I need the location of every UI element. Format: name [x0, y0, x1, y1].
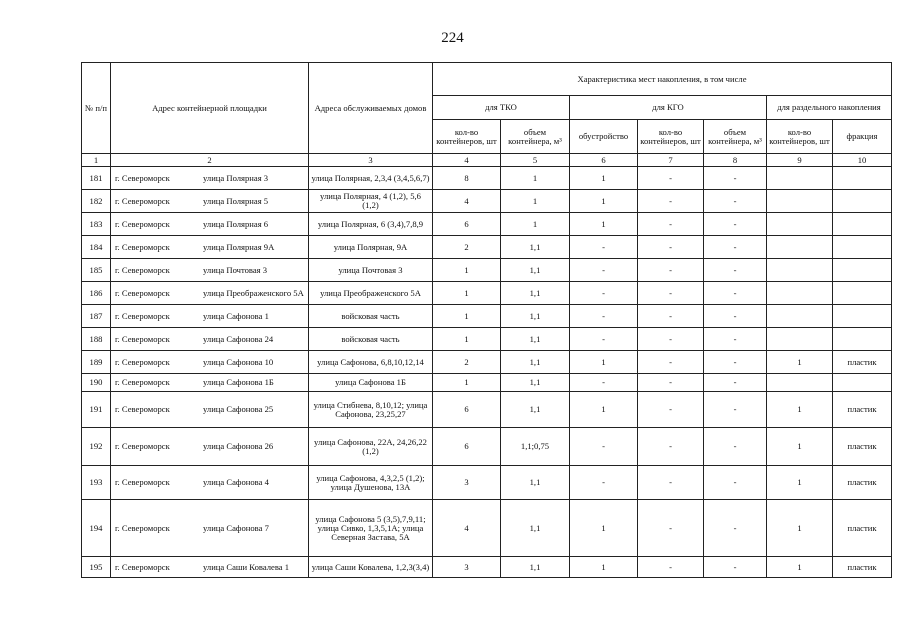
kgo-volume-cell: - [704, 500, 767, 557]
tko-count-cell: 1 [433, 282, 501, 305]
kgo-arrangement-cell: - [570, 428, 638, 466]
kgo-volume-cell: - [704, 236, 767, 259]
row-number-cell: 187 [82, 305, 111, 328]
row-number-cell: 186 [82, 282, 111, 305]
site-address-cell [111, 328, 309, 351]
row-number-cell: 195 [82, 557, 111, 578]
site-address-cell [111, 351, 309, 374]
kgo-arrangement-cell: 1 [570, 500, 638, 557]
sep-fraction-cell [833, 374, 892, 392]
served-addresses-cell: улица Полярная, 9А [309, 236, 433, 259]
kgo-volume-cell: - [704, 466, 767, 500]
street-name: улица Сафонова 7 [203, 522, 269, 533]
kgo-arrangement-cell: 1 [570, 190, 638, 213]
column-number: 5 [501, 154, 570, 167]
served-addresses-cell: улица Сафонова 5 (3,5),7,9,11; улица Сивко, 1,3,5,1А; улица Северная Застава, 5А [309, 500, 433, 557]
kgo-count-cell: - [638, 282, 704, 305]
city-name: г. Североморск [115, 310, 170, 321]
tko-count-cell: 2 [433, 351, 501, 374]
street-name: улица Почтовая 3 [203, 264, 268, 275]
kgo-arrangement-cell: 1 [570, 557, 638, 578]
kgo-volume-cell: - [704, 259, 767, 282]
table-row [82, 500, 892, 557]
table-row [82, 557, 892, 578]
kgo-volume-cell: - [704, 282, 767, 305]
kgo-count-cell: - [638, 374, 704, 392]
kgo-volume-cell: - [704, 328, 767, 351]
site-address-cell [111, 259, 309, 282]
row-number-cell: 184 [82, 236, 111, 259]
sep-fraction-cell [833, 236, 892, 259]
header-tko-volume: объем контейнера, м³ [501, 120, 570, 154]
column-number-row [82, 154, 892, 167]
street-name: улица Полярная 5 [203, 195, 269, 206]
header-kgo-volume: объем контейнера, м³ [704, 120, 767, 154]
row-number-cell: 182 [82, 190, 111, 213]
table-row [82, 351, 892, 374]
tko-count-cell: 1 [433, 305, 501, 328]
tko-volume-cell: 1,1;0,75 [501, 428, 570, 466]
kgo-arrangement-cell: 1 [570, 392, 638, 428]
kgo-volume-cell: - [704, 305, 767, 328]
site-address-cell [111, 466, 309, 500]
kgo-arrangement-cell: - [570, 466, 638, 500]
sep-count-cell [767, 328, 833, 351]
served-addresses-cell: улица Почтовая 3 [309, 259, 433, 282]
kgo-volume-cell: - [704, 167, 767, 190]
tko-volume-cell: 1,1 [501, 351, 570, 374]
row-number-cell: 190 [82, 374, 111, 392]
street-name: улица Преображенского 5А [203, 287, 304, 298]
city-name: г. Североморск [115, 561, 170, 572]
street-name: улица Сафонова 4 [203, 477, 269, 487]
kgo-arrangement-cell: - [570, 328, 638, 351]
tko-volume-cell: 1,1 [501, 466, 570, 500]
header-tko-count: кол-во контейнеров, шт [433, 120, 501, 154]
kgo-count-cell: - [638, 500, 704, 557]
kgo-count-cell: - [638, 236, 704, 259]
table-row [82, 328, 892, 351]
kgo-count-cell: - [638, 392, 704, 428]
served-addresses-cell: улица Полярная, 6 (3,4),7,8,9 [309, 213, 433, 236]
site-address-cell [111, 392, 309, 428]
column-number: 3 [309, 154, 433, 167]
kgo-volume-cell: - [704, 213, 767, 236]
table-row [82, 167, 892, 190]
kgo-count-cell: - [638, 328, 704, 351]
site-address-cell [111, 213, 309, 236]
header-site-address: Адрес контейнерной площадки [111, 63, 309, 154]
page-number: 224 [441, 30, 464, 46]
tko-count-cell: 6 [433, 213, 501, 236]
header-kgo-arrangement: обустройство [570, 120, 638, 154]
served-addresses-cell: улица Преображенского 5А [309, 282, 433, 305]
sep-fraction-cell [833, 190, 892, 213]
served-addresses-cell: улица Сафонова, 4,3,2,5 (1,2); улица Душенова, 13А [309, 466, 433, 500]
tko-count-cell: 6 [433, 392, 501, 428]
kgo-volume-cell: - [704, 428, 767, 466]
city-name: г. Североморск [115, 172, 170, 183]
tko-count-cell: 2 [433, 236, 501, 259]
table-row [82, 466, 892, 500]
tko-count-cell: 3 [433, 557, 501, 578]
row-number-cell: 185 [82, 259, 111, 282]
row-number-cell: 193 [82, 466, 111, 500]
row-number-cell: 188 [82, 328, 111, 351]
container-sites-table [81, 62, 892, 578]
header-characteristics: Характеристика мест накопления, в том числе [433, 63, 892, 96]
city-name: г. Североморск [115, 241, 170, 252]
header-tko: для ТКО [433, 96, 570, 120]
street-name: улица Сафонова 24 [203, 333, 274, 344]
kgo-count-cell: - [638, 305, 704, 328]
tko-count-cell: 1 [433, 328, 501, 351]
sep-count-cell: 1 [767, 466, 833, 500]
header-num: № п/п [82, 63, 111, 154]
site-address-cell [111, 500, 309, 557]
sep-count-cell [767, 236, 833, 259]
kgo-count-cell: - [638, 428, 704, 466]
sep-fraction-cell: пластик [833, 500, 892, 557]
tko-volume-cell: 1,1 [501, 374, 570, 392]
tko-count-cell: 4 [433, 190, 501, 213]
row-number-cell: 194 [82, 500, 111, 557]
tko-volume-cell: 1,1 [501, 305, 570, 328]
kgo-volume-cell: - [704, 351, 767, 374]
street-name: улица Полярная 6 [203, 218, 269, 229]
kgo-volume-cell: - [704, 557, 767, 578]
tko-count-cell: 4 [433, 500, 501, 557]
city-name: г. Североморск [115, 377, 170, 387]
sep-count-cell [767, 259, 833, 282]
city-name: г. Североморск [115, 477, 170, 487]
kgo-arrangement-cell: 1 [570, 167, 638, 190]
city-name: г. Североморск [115, 287, 170, 298]
tko-volume-cell: 1 [501, 213, 570, 236]
header-kgo-count: кол-во контейнеров, шт [638, 120, 704, 154]
served-addresses-cell: улица Стибнева, 8,10,12; улица Сафонова, 23,25,27 [309, 392, 433, 428]
header-separate: для раздельного накопления [767, 96, 892, 120]
tko-count-cell: 3 [433, 466, 501, 500]
sep-count-cell [767, 167, 833, 190]
sep-fraction-cell [833, 305, 892, 328]
sep-count-cell [767, 190, 833, 213]
served-addresses-cell: войсковая часть [309, 328, 433, 351]
sep-fraction-cell [833, 213, 892, 236]
kgo-count-cell: - [638, 213, 704, 236]
street-name: улица Саши Ковалева 1 [203, 561, 290, 572]
sep-fraction-cell [833, 282, 892, 305]
tko-volume-cell: 1,1 [501, 500, 570, 557]
tko-volume-cell: 1,1 [501, 557, 570, 578]
tko-volume-cell: 1 [501, 167, 570, 190]
sep-fraction-cell [833, 259, 892, 282]
city-name: г. Североморск [115, 218, 170, 229]
site-address-cell [111, 428, 309, 466]
street-name: улица Сафонова 10 [203, 356, 274, 367]
kgo-arrangement-cell: 1 [570, 351, 638, 374]
header-sep-fraction: фракция [833, 120, 892, 154]
column-number: 9 [767, 154, 833, 167]
row-number-cell: 181 [82, 167, 111, 190]
column-number: 8 [704, 154, 767, 167]
header-sep-count: кол-во контейнеров, шт [767, 120, 833, 154]
sep-count-cell: 1 [767, 351, 833, 374]
header-kgo: для КГО [570, 96, 767, 120]
site-address-cell [111, 236, 309, 259]
kgo-arrangement-cell: - [570, 282, 638, 305]
kgo-count-cell: - [638, 167, 704, 190]
street-name: улица Сафонова 26 [203, 441, 274, 451]
served-addresses-cell: войсковая часть [309, 305, 433, 328]
tko-volume-cell: 1,1 [501, 392, 570, 428]
site-address-cell [111, 282, 309, 305]
kgo-count-cell: - [638, 351, 704, 374]
city-name: г. Североморск [115, 264, 170, 275]
kgo-count-cell: - [638, 466, 704, 500]
table-row [82, 282, 892, 305]
row-number-cell: 189 [82, 351, 111, 374]
kgo-count-cell: - [638, 259, 704, 282]
kgo-volume-cell: - [704, 392, 767, 428]
tko-count-cell: 6 [433, 428, 501, 466]
table-row [82, 305, 892, 328]
city-name: г. Североморск [115, 441, 170, 451]
sep-count-cell: 1 [767, 557, 833, 578]
street-name: улица Полярная 3 [203, 172, 269, 183]
served-addresses-cell: улица Полярная, 2,3,4 (3,4,5,6,7) [309, 167, 433, 190]
row-number-cell: 192 [82, 428, 111, 466]
street-name: улица Сафонова 1Б [203, 377, 274, 387]
tko-volume-cell: 1,1 [501, 282, 570, 305]
site-address-cell [111, 374, 309, 392]
served-addresses-cell: улица Сафонова 1Б [309, 374, 433, 392]
tko-volume-cell: 1 [501, 190, 570, 213]
sep-fraction-cell: пластик [833, 466, 892, 500]
city-name: г. Североморск [115, 356, 170, 367]
site-address-cell [111, 305, 309, 328]
sep-count-cell: 1 [767, 500, 833, 557]
column-number: 4 [433, 154, 501, 167]
kgo-arrangement-cell: 1 [570, 213, 638, 236]
kgo-arrangement-cell: - [570, 236, 638, 259]
sep-fraction-cell: пластик [833, 428, 892, 466]
city-name: г. Североморск [115, 522, 170, 533]
sep-count-cell [767, 305, 833, 328]
table-row [82, 392, 892, 428]
row-number-cell: 191 [82, 392, 111, 428]
tko-volume-cell: 1,1 [501, 259, 570, 282]
served-addresses-cell: улица Саши Ковалева, 1,2,3(3,4) [309, 557, 433, 578]
column-number: 1 [82, 154, 111, 167]
sep-count-cell [767, 282, 833, 305]
served-addresses-cell: улица Сафонова, 22А, 24,26,22 (1,2) [309, 428, 433, 466]
table-row [82, 236, 892, 259]
tko-volume-cell: 1,1 [501, 236, 570, 259]
tko-count-cell: 1 [433, 374, 501, 392]
sep-fraction-cell: пластик [833, 557, 892, 578]
sep-fraction-cell: пластик [833, 351, 892, 374]
city-name: г. Североморск [115, 333, 170, 344]
column-number: 6 [570, 154, 638, 167]
kgo-volume-cell: - [704, 190, 767, 213]
tko-count-cell: 1 [433, 259, 501, 282]
table-row [82, 374, 892, 392]
table-row [82, 428, 892, 466]
sep-count-cell [767, 374, 833, 392]
served-addresses-cell: улица Сафонова, 6,8,10,12,14 [309, 351, 433, 374]
row-number-cell: 183 [82, 213, 111, 236]
sep-count-cell [767, 213, 833, 236]
sep-fraction-cell [833, 167, 892, 190]
city-name: г. Североморск [115, 404, 170, 414]
street-name: улица Сафонова 1 [203, 310, 269, 321]
sep-fraction-cell [833, 328, 892, 351]
kgo-arrangement-cell: - [570, 305, 638, 328]
city-name: г. Североморск [115, 195, 170, 206]
kgo-count-cell: - [638, 190, 704, 213]
served-addresses-cell: улица Полярная, 4 (1,2), 5,6 (1,2) [309, 190, 433, 213]
table-row [82, 213, 892, 236]
kgo-count-cell: - [638, 557, 704, 578]
kgo-arrangement-cell: - [570, 374, 638, 392]
column-number: 7 [638, 154, 704, 167]
site-address-cell [111, 557, 309, 578]
site-address-cell [111, 190, 309, 213]
tko-volume-cell: 1,1 [501, 328, 570, 351]
table-row [82, 259, 892, 282]
street-name: улица Сафонова 25 [203, 404, 274, 414]
kgo-volume-cell: - [704, 374, 767, 392]
sep-count-cell: 1 [767, 428, 833, 466]
site-address-cell [111, 167, 309, 190]
tko-count-cell: 8 [433, 167, 501, 190]
column-number: 10 [833, 154, 892, 167]
table-row [82, 190, 892, 213]
sep-fraction-cell: пластик [833, 392, 892, 428]
header-served-addresses: Адреса обслуживаемых домов [309, 63, 433, 154]
sep-count-cell: 1 [767, 392, 833, 428]
column-number: 2 [111, 154, 309, 167]
kgo-arrangement-cell: - [570, 259, 638, 282]
street-name: улица Полярная 9А [203, 241, 275, 252]
